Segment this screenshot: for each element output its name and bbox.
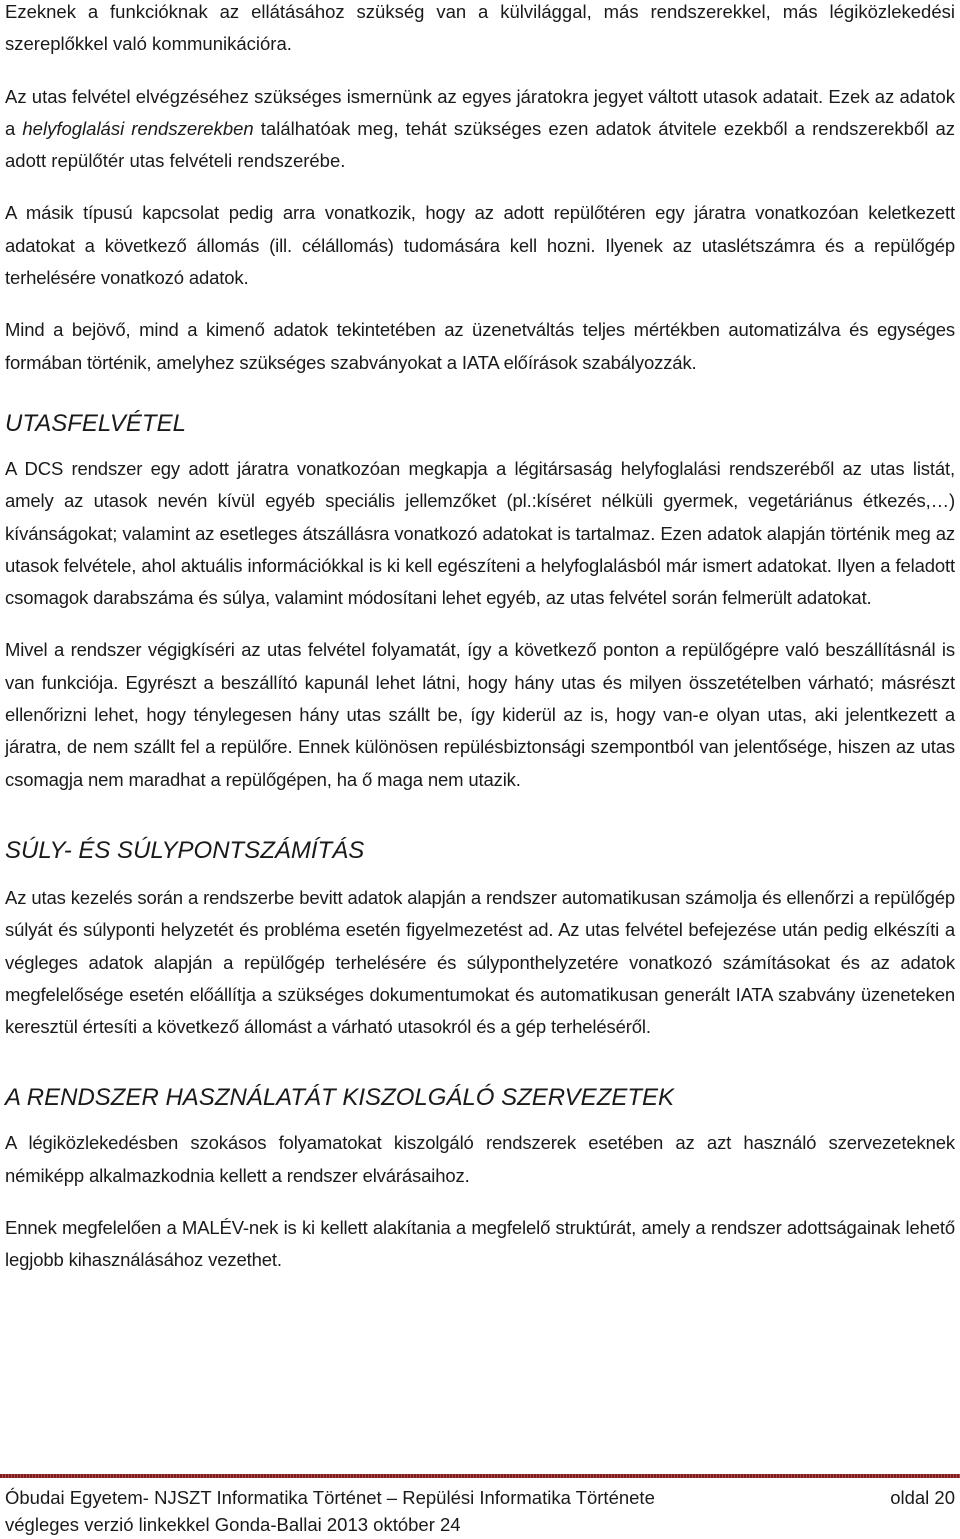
document-body [5, 0, 955, 1277]
page-number: oldal 20 [890, 1487, 955, 1508]
footer-divider [0, 1474, 960, 1478]
paragraph-adaptation: A légiközlekedésben szokásos folyamatokat kiszolgáló rendszerek esetében az azt használó szervezeteknek némiképp alkalmazkodnia kellett a rendszer elvárásaihoz. [5, 1132, 955, 1186]
footer-source: Óbudai Egyetem- NJSZT Informatika Történet – Repülési Informatika Története [5, 1487, 655, 1508]
paragraph-weight-calc: Az utas kezelés során a rendszerbe bevitt adatok alapján a rendszer automatikusan számolja és ellenőrzi a repülőgép súlyát és súlyponti helyzetét és probléma esetén figyelmezetést ad. Az utas felvétel befejezése után pedig elkészíti a végleges adatok alapján a repülőgép terhelésére és súlyponthelyzetére vonatkozó számításokat és az adatok megfelelősége esetén előállítja a szükséges dokumentumokat és automatikusan generált IATA szabvány üzeneteken keresztül értesíti a következő állomást a várható utasokról és a gép terheléséről. [5, 886, 955, 1038]
paragraph-malev: Ennek megfelelően a MALÉV-nek is ki kellett alakítania a megfelelő struktúrát, amely a rendszer adottságainak lehető legjobb kihasználásához vezethet. [5, 1217, 955, 1271]
paragraph-text: Az utas felvétel elvégzéséhez szükséges ismernünk az egyes járatokra jegyet váltott utasok adatait. Ezek az adatok a [5, 85, 955, 139]
heading-weight-balance: SÚLY- ÉS SÚLYPONTSZÁMÍTÁS [5, 836, 365, 864]
paragraph-communication: Ezeknek a funkcióknak az ellátásához szükség van a külvilággal, más rendszerekkel, más légiközlekedési szereplőkkel való kommunikációra. [5, 1, 955, 55]
paragraph-other-connection: A másik típusú kapcsolat pedig arra vonatkozik, hogy az adott repülőtéren egy járatra vonatkozóan keletkezett adatokat a következő állomás (ill. célállomás) tudomására kell hozni. Ilyenek az utaslétszámra és a repülőgép terhelésére vonatkozó adatok. [5, 202, 955, 289]
footer-line-1 [5, 1486, 955, 1510]
paragraph-messaging: Mind a bejövő, mind a kimenő adatok tekintetében az üzenetváltás teljes mértékben automatizálva és egységes formában történik, amelyhez szükséges szabványokat a IATA előírások szabályozzák. [5, 319, 955, 373]
emphasis-reservation-systems: helyfoglalási rendszerekben [22, 117, 254, 139]
paragraph-text: találhatóak meg, tehát szükséges ezen adatok átvitele ezekből a rendszerekből az adott repülőtér utas felvételi rendszerébe. [5, 117, 955, 172]
footer-line-2 [5, 1513, 955, 1537]
footer-version: végleges verzió linkekkel Gonda-Ballai 2013 október 24 [5, 1514, 461, 1535]
heading-utasfelvetel: UTASFELVÉTEL [5, 409, 186, 437]
heading-organizations: A RENDSZER HASZNÁLATÁT KISZOLGÁLÓ SZERVEZETEK [5, 1084, 675, 1112]
paragraph-dcs: A DCS rendszer egy adott járatra vonatkozóan megkapja a légitársaság helyfoglalási rendszeréből az utas listát, amely az utasok nevén kívül egyéb speciális jellemzőket (pl.:kíséret nélküli gyermek, vegetáriánus étkezés,…) kívánságokat; valamint az esetleges átszállásra vonatkozó adatokat is tartalmaz. Ezen adatok alapján történik meg az utasok felvétele, ahol aktuális információkkal is ki kell egészíteni a helyfoglalásból már ismert adatokat. Ilyen a feladott csomagok darabszáma és súlya, valamint módosítani lehet egyéb, az utas felvétel során felmerült adatokat. [5, 457, 955, 609]
paragraph-boarding: Mivel a rendszer végigkíséri az utas felvétel folyamatát, így a következő ponton a repülőgépre való beszállításnál is van funkciója. Egyrészt a beszállító kapunál lehet látni, hogy hány utas és milyen összetételben várható; másrészt ellenőrizni lehet, hogy ténylegesen hány utas szállt be, így kiderül az is, hogy van-e olyan utas, aki jelentkezett a járatra, de nem szállt fel a repülőre. Ennek különösen repülésbiztonsági szempontból van jelentősége, hiszen az utas csomagja nem maradhat a repülőgépen, ha ő maga nem utazik. [5, 639, 955, 790]
paragraph-passenger-data [5, 81, 955, 178]
